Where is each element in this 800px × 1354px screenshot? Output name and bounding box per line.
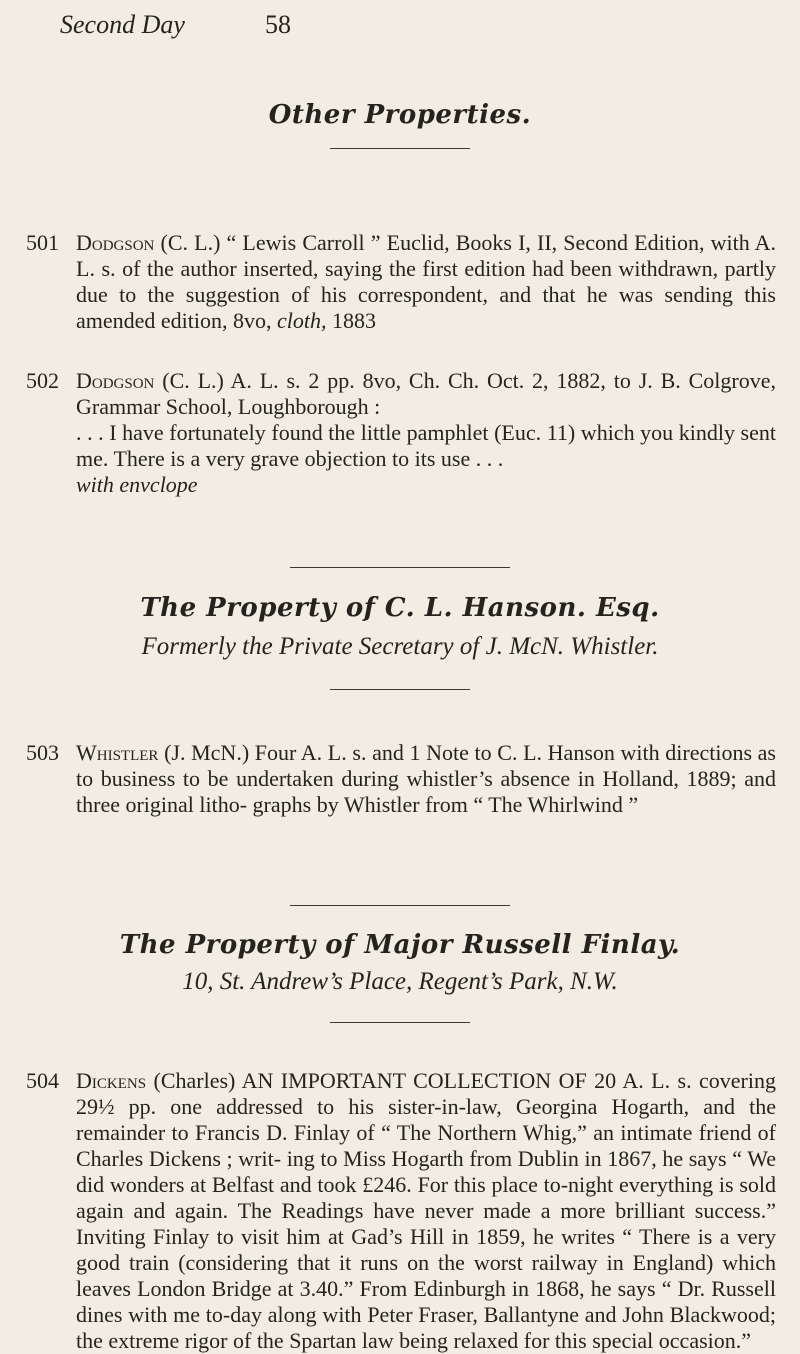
section-heading-other-properties: Other Properties.: [268, 100, 532, 130]
lot-author: Dickens: [76, 1068, 147, 1093]
lot-description: [76, 1068, 776, 1354]
lot-binding: cloth,: [277, 308, 327, 333]
section-rule: [330, 1022, 470, 1023]
running-head-title: Second Day: [60, 10, 185, 39]
lot-author: Dodgson: [76, 368, 155, 393]
lot-date: 1883: [332, 308, 377, 333]
lot-note: with envclope: [76, 472, 198, 497]
lot-number: 501: [26, 230, 59, 255]
section-subheading-finlay: 10, St. Andrew’s Place, Regent’s Park, N.W.: [182, 968, 618, 995]
section-heading-finlay: The Property of Major Russell Finlay.: [119, 930, 681, 960]
lot-text: (C. L.) A. L. s. 2 pp. 8vo, Ch. Ch. Oct. 2, 1882, to J. B. Colgrove, Grammar School, Loughborough :: [76, 368, 776, 419]
section-subheading-hanson: Formerly the Private Secretary of J. McN. Whistler.: [141, 633, 659, 660]
lot-number: 503: [26, 740, 59, 765]
lot-author: Dodgson: [76, 230, 155, 255]
lot-quote: . . . I have fortunately found the little pamphlet (Euc. 11) which you kindly sent me. There is a very grave objection to its use . . .: [76, 420, 776, 471]
lot-text: (Charles) AN IMPORTANT COLLECTION OF 20 A. L. s. covering 29½ pp. one addressed to his sister-in-law, Georgina Hogarth, and the remainder to Francis D. Finlay of “ The Northern Whig,” an intimate friend of Charles Dickens ; writ- ing to Miss Hogarth from Dublin in 1867, he says “ We did wonders at Belfast and took £246. For this place to-night everything is sold again and again. The Readings have never made a more brilliant success.” Inviting Finlay to visit him at Gad’s Hill in 1859, he writes “ There is a very good train (considering that it runs on the worst railway in England) which leaves London Bridge at 3.40.” From Edinburgh in 1868, he says “ Dr. Russell dines with me to-day along with Peter Fraser, Ballantyne and John Blackwood; the extreme rigor of the Spartan law being relaxed for this special occasion.”: [76, 1068, 776, 1353]
lot-number: 502: [26, 368, 59, 393]
lot-author: Whistler: [76, 740, 159, 765]
section-rule: [330, 689, 470, 690]
section-rule: [330, 148, 470, 149]
lot-description: [76, 740, 776, 818]
lot-501: [26, 230, 776, 360]
page-number: 58: [265, 10, 291, 39]
lot-504: [26, 1068, 776, 1353]
lot-text: (C. L.) “ Lewis Carroll ” Euclid, Books I, II, Second Edition, with A. L. s. of the author inserted, saying the first edition had been withdrawn, partly due to the suggestion of his correspondent, and that he was sending this amended edition, 8vo,: [76, 230, 776, 333]
section-rule: [290, 567, 510, 568]
lot-502: [26, 368, 776, 508]
running-head: [60, 10, 720, 50]
lot-number: 504: [26, 1068, 59, 1093]
section-rule: [290, 905, 510, 906]
lot-description: [76, 368, 776, 498]
lot-description: [76, 230, 776, 334]
lot-text: (J. McN.) Four A. L. s. and 1 Note to C. L. Hanson with directions as to business to be undertaken during whistler’s absence in Holland, 1889; and three original litho- graphs by Whistler from “ The Whirlwind ”: [76, 740, 776, 817]
section-heading-hanson: The Property of C. L. Hanson. Esq.: [140, 593, 660, 623]
lot-503: [26, 740, 776, 850]
